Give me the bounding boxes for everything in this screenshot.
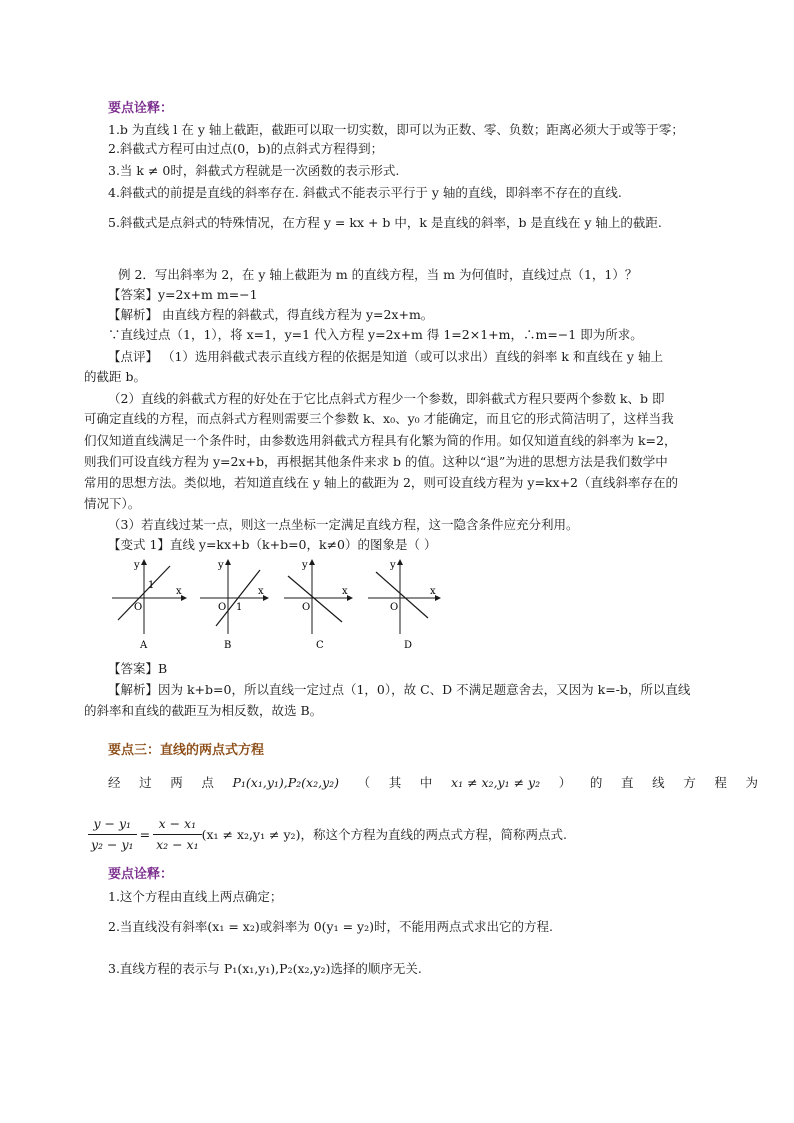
formula-left-denominator: y₂ − y₁ [91, 837, 134, 852]
formula-right-numerator: x − x₁ [153, 814, 202, 835]
intro-part-8: 中 [419, 775, 433, 790]
example-answer: 【答案】y=2x+m m=−1 [108, 287, 258, 302]
comment-line-3: （2）直线的斜截式方程的好处在于它比点斜式方程少一个参数，即斜截式方程只要两个参数 k、b 即 [108, 391, 665, 406]
section3-note-3: 3.直线方程的表示与 P₁(x₁,y₁),P₂(x₂,y₂)选择的顺序无关. [108, 961, 422, 976]
graph-a [112, 560, 186, 651]
formula-right-denominator: x₂ − x₁ [156, 837, 199, 852]
example-question: 例 2．写出斜率为 2，在 y 轴上截距为 m 的直线方程，当 m 为何值时，直线过点（1，1）？ [118, 267, 638, 282]
example-analysis-2: ∵直线过点（1，1），将 x=1，y=1 代入方程 y=2x+m 得 1=2×1+m，∴m=−1 即为所求。 [108, 327, 643, 342]
section3-notes-heading: 要点诠释： [108, 867, 174, 882]
note-item-5: 5.斜截式是点斜式的特殊情况，在方程 y = kx + b 中，k 是直线的斜率，b 是直线在 y 轴上的截距. [108, 215, 662, 230]
section3-heading: 要点三：直线的两点式方程 [108, 743, 265, 758]
note-item-4: 4.斜截式的前提是直线的斜率存在. 斜截式不能表示平行于 y 轴的直线，即斜率不存在的直线. [108, 185, 622, 200]
section3-note-1: 1.这个方程由直线上两点确定； [108, 889, 283, 904]
graph-d-label: D [404, 640, 413, 651]
note-item-3: 3.当 k ≠ 0时，斜截式方程就是一次函数的表示形式. [108, 163, 400, 178]
graph-c [284, 560, 352, 651]
graph-d-x-label: x [430, 586, 436, 597]
graph-b-origin-label: O [218, 602, 227, 613]
formula-rest: (x₁ ≠ x₂,y₁ ≠ y₂)，称这个方程为直线的两点式方程，简称两点式. [201, 826, 567, 842]
intro-part-12: 直 [620, 775, 634, 790]
graph-b-y-label: y [218, 560, 224, 571]
intro-part-10: ） [558, 775, 572, 790]
intro-part-4: 点 [201, 775, 214, 790]
note-item-1: 1.b 为直线 l 在 y 轴上截距，截距可以取一切实数，即可以为正数、零、负数；距离必须大于或等于零； [108, 122, 684, 137]
comment-line-9: （3）若直线过某一点，则这一点坐标一定满足直线方程，这一隐含条件应充分利用。 [108, 517, 579, 532]
graph-c-x-label: x [342, 586, 348, 597]
intro-part-2: 过 [139, 775, 152, 790]
graph-a-label: A [140, 640, 148, 651]
graph-b-one-label: 1 [236, 602, 243, 613]
comment-line-2: 的截距 b。 [84, 369, 146, 384]
two-point-formula-line [88, 814, 567, 855]
note-item-2: 2.斜截式方程可由过点(0，b)的点斜式方程得到； [108, 141, 384, 156]
formula-equals: = [139, 826, 151, 842]
two-point-intro-line [108, 774, 758, 792]
formula-left-fraction [88, 814, 137, 855]
graph-a-x-label: x [176, 586, 182, 597]
intro-condition: x₁ ≠ x₂,y₁ ≠ y₂ [451, 775, 541, 790]
variant-analysis-2: 的斜率和直线的截距互为相反数，故选 B。 [84, 703, 323, 718]
graph-a-y-label: y [134, 560, 140, 571]
graph-b [200, 560, 268, 651]
graph-d [368, 560, 440, 651]
intro-part-13: 线 [652, 775, 665, 790]
graph-d-origin-label: O [390, 602, 399, 613]
graph-a-one-label: 1 [148, 580, 155, 591]
graph-c-y-label: y [302, 560, 308, 571]
graphs-svg [108, 556, 448, 656]
intro-part-3: 两 [170, 775, 183, 790]
graph-d-y-label: y [390, 560, 396, 571]
comment-line-1: 【点评】 （1）选用斜截式表示直线方程的依据是知道（或可以求出）直线的斜率 k 和直线在 y 轴上 [108, 349, 663, 364]
comment-line-5: 们仅知道直线满足一个条件时，由参数选用斜截式方程具有化繁为简的作用。如仅知道直线的斜率为 k=2， [84, 433, 677, 448]
example-analysis: 【解析】 由直线方程的斜截式，得直线方程为 y=2x+m。 [108, 307, 434, 322]
graph-b-x-label: x [258, 586, 264, 597]
graph-c-origin-label: O [302, 602, 311, 613]
intro-part-11: 的 [589, 775, 603, 790]
intro-part-16: 为 [745, 775, 758, 790]
variant-question: 【变式 1】直线 y=kx+b（k+b=0，k≠0）的图象是（ ） [108, 537, 437, 552]
comment-line-4: 可确定直线的方程，而点斜式方程则需要三个参数 k、x₀、y₀ 才能确定，而且它的形式简洁明了，这样当我 [84, 411, 674, 426]
formula-right-fraction [153, 814, 202, 855]
graph-b-label: B [224, 640, 232, 651]
section1-heading: 要点诠释： [108, 101, 174, 116]
intro-points: P₁(x₁,y₁),P₂(x₂,y₂) [232, 775, 340, 790]
variant-answer: 【答案】B [108, 661, 168, 676]
formula-left-numerator: y − y₁ [88, 814, 137, 835]
graph-c-label: C [316, 640, 324, 651]
intro-part-1: 经 [108, 775, 121, 790]
comment-line-8: 情况下）。 [84, 496, 141, 511]
intro-part-7: 其 [388, 775, 402, 790]
graph-a-origin-label: O [134, 602, 143, 613]
comment-line-6: 则我们可设直线方程为 y=2x+b，再根据其他条件来求 b 的值。这种以“退”为进的思想方法是我们数学中 [84, 454, 668, 469]
intro-part-15: 程 [714, 775, 727, 790]
intro-part-14: 方 [683, 775, 696, 790]
section3-note-2: 2.当直线没有斜率(x₁ = x₂)或斜率为 0(y₁ = y₂)时，不能用两点式求出它的方程. [108, 919, 553, 934]
variant-graphs [108, 556, 448, 656]
comment-line-7: 常用的思想方法。类似地，若知道直线在 y 轴上的截距为 2，则可设直线方程为 y=kx+2（直线斜率存在的 [84, 475, 678, 490]
intro-part-6: （ [357, 775, 371, 790]
variant-analysis-1: 【解析】因为 k+b=0，所以直线一定过点（1，0），故 C、D 不满足题意舍去，又因为 k=-b，所以直线 [108, 682, 691, 697]
